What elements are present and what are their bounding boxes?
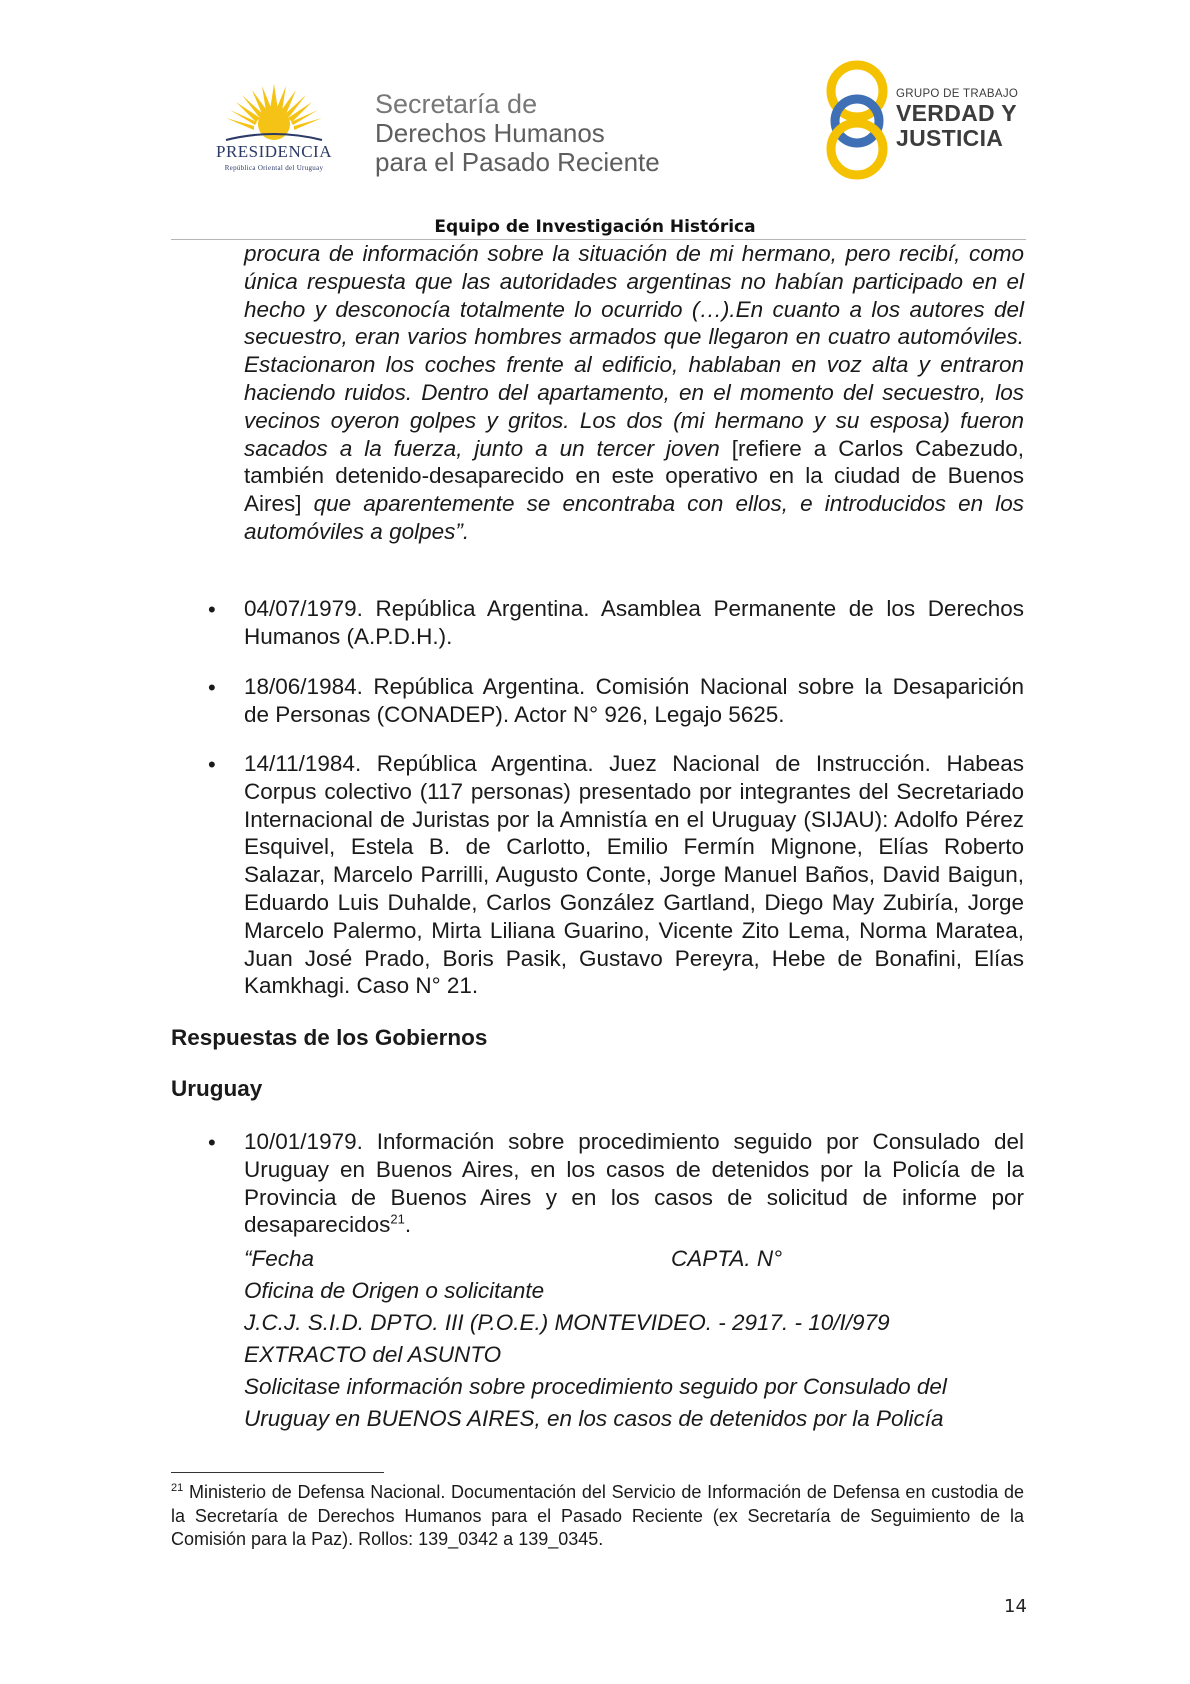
footnote-number: 21 <box>171 1482 184 1494</box>
gtvj-title <box>896 101 1017 151</box>
verdad-justicia-logo <box>822 57 1027 181</box>
form-oficina: Oficina de Origen o solicitante <box>244 1278 545 1303</box>
bullet-dot-4: • <box>208 1130 216 1155</box>
list-item: 14/11/1984. República Argentina. Juez Nacional de Instrucción. Habeas Corpus colectivo (117 personas) presentado por integrantes del Secretariado Internacional de Juristas por la Amnistía en el Uruguay (SIJAU): Adolfo Pérez Esquivel, Estela B. de Carlotto, Emilio Fermín Mignone, Elías Roberto Salazar, Marcelo Parrilli, Augusto Conte, Jorge Manuel Baños, David Baigun, Eduardo Luis Duhalde, Carlos González Gartland, Diego May Zubiría, Jorge Marcelo Palermo, Mirta Liliana Guarino, Vicente Zito Lema, Norma Maratea, Juan José Prado, Boris Pasik, Gustavo Pereyra, Hebe de Bonafini, Elías Kamkhagi. Caso N° 21. <box>244 751 1024 999</box>
sun-emblem-icon <box>196 80 352 144</box>
secretaria-title <box>375 90 660 177</box>
form-extracto: EXTRACTO del ASUNTO <box>244 1342 502 1367</box>
secretaria-line-2: Derechos Humanos <box>375 118 605 148</box>
bullet-dot-3: • <box>208 752 216 777</box>
gtvj-line-2: JUSTICIA <box>896 125 1004 151</box>
footnote <box>171 1481 1024 1552</box>
subsection-heading: Uruguay <box>171 1076 263 1101</box>
form-origen: J.C.J. S.I.D. DPTO. III (P.O.E.) MONTEVIDEO. - 2917. - 10/I/979 <box>244 1310 890 1335</box>
page-number: 14 <box>1004 1596 1027 1617</box>
footnote-ref[interactable]: 21 <box>390 1211 405 1227</box>
footnote-text: Ministerio de Defensa Nacional. Documentación del Servicio de Información de Defensa en custodia de la Secretaría de Derechos Humanos para el Pasado Reciente (ex Secretaría de Seguimiento de la Comisión para la Paz). Rollos: 139_0342 a 139_0345. <box>171 1482 1024 1549</box>
presidencia-name: PRESIDENCIA <box>215 142 332 161</box>
footnote-divider <box>171 1472 384 1473</box>
gtvj-line-1: VERDAD Y <box>896 100 1017 126</box>
form-capta: CAPTA. N° <box>671 1246 783 1271</box>
list-item: 18/06/1984. República Argentina. Comisión Nacional sobre la Desaparición de Personas (CONADEP). Actor N° 926, Legajo 5625. <box>244 674 1024 727</box>
form-solicitud-1: Solicitase información sobre procedimiento seguido por Consulado del <box>244 1374 947 1399</box>
section-heading: Respuestas de los Gobiernos <box>171 1025 488 1050</box>
quote-editorial-note: [refiere a Carlos Cabezudo, también detenido-desaparecido en este operativo en la ciudad de Buenos Aires] <box>244 435 1024 517</box>
list-item: 04/07/1979. República Argentina. Asamblea Permanente de los Derechos Humanos (A.P.D.H.). <box>244 596 1024 649</box>
quote-part-3: que aparentemente se encontraba con ellos, e introducidos en los automóviles a golpes”. <box>244 491 1024 544</box>
team-heading: Equipo de Investigación Histórica <box>434 217 756 237</box>
uruguay-item-end: . <box>404 1212 412 1238</box>
bullet-dot-1: • <box>208 597 216 622</box>
presidencia-subtitle: República Oriental del Uruguay <box>224 164 324 172</box>
quote-paragraph <box>244 240 1024 546</box>
form-solicitud-2: Uruguay en BUENOS AIRES, en los casos de detenidos por la Policía <box>244 1406 944 1431</box>
gtvj-caption: GRUPO DE TRABAJO <box>896 88 1019 100</box>
secretaria-line-3: para el Pasado Reciente <box>375 147 660 177</box>
quote-part-1: procura de información sobre la situación de mi hermano, pero recibí, como única respuesta que las autoridades argentinas no habían participado en el hecho y desconocía totalmente lo ocurrido (…).En cuanto a los autores del secuestro, eran varios hombres armados que llegaron en cuatro automóviles. Estacionaron los coches frente al edificio, hablaban en voz alta y entraron haciendo ruidos. Dentro del apartamento, en el momento del secuestro, los vecinos oyeron golpes y gritos. Los dos (mi hermano y su esposa) fueron sacados a la fuerza, junto a un tercer joven <box>244 241 1024 461</box>
presidencia-logo <box>196 80 352 176</box>
rings-icon <box>822 57 892 181</box>
page-header <box>0 0 1190 240</box>
uruguay-item-text: 10/01/1979. Información sobre procedimiento seguido por Consulado del Uruguay en Buenos Aires, en los casos de detenidos por la Policía de la Provincia de Buenos Aires y en los casos de solicitud de informe por desaparecidos <box>244 1129 1024 1238</box>
uruguay-item <box>244 1128 1024 1239</box>
form-fecha: “Fecha <box>244 1246 315 1271</box>
bullet-dot-2: • <box>208 675 216 700</box>
secretaria-line-1: Secretaría de <box>375 89 538 119</box>
